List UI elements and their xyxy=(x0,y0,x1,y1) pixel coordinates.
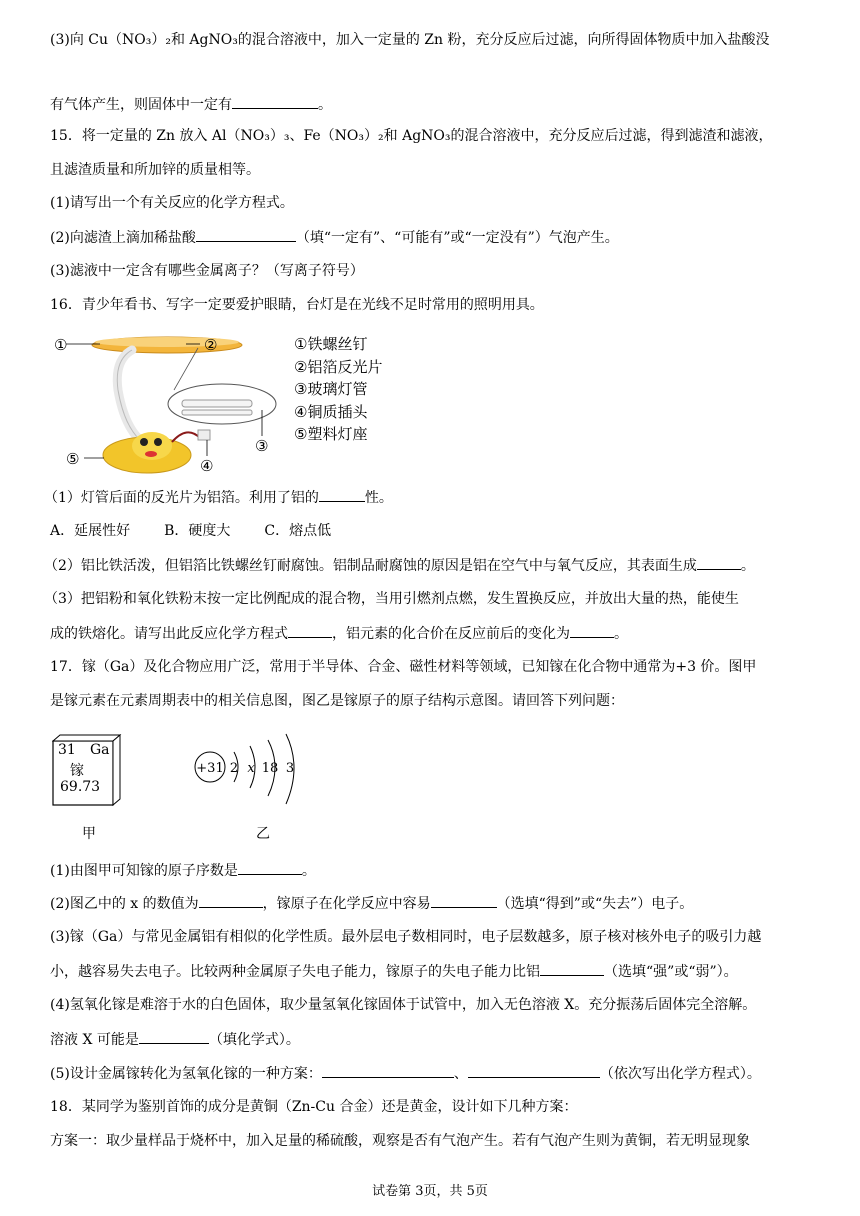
shell-electrons: 2 xyxy=(229,761,239,776)
q16-intro: 16．青少年看书、写字一定要爱护眼睛，台灯是在光线不足时常用的照明用具。 xyxy=(50,297,544,313)
option-b[interactable]: B．硬度大 xyxy=(164,523,231,539)
q17-sub5: (5)设计金属镓转化为氢氧化镓的一种方案： 、 （依次写出化学方程式）。 xyxy=(50,1063,820,1084)
page-footer: 试卷第 3页，共 5页 xyxy=(372,1184,488,1199)
element-name: 镓 xyxy=(70,763,84,779)
q17-intro2: 是镓元素在元素周期表中的相关信息图，图乙是镓原子的原子结构示意图。请回答下列问题： xyxy=(50,693,624,709)
q16-sub3-line1: （3）把铝粉和氧化铁粉末按一定比例配成的混合物，当用引燃剂点燃，发生置换反应，并放出大量的热，能使生 xyxy=(44,591,739,607)
q15-line2: 且滤渣质量和所加锌的质量相等。 xyxy=(50,162,260,178)
shell-electrons: 3 xyxy=(285,761,295,776)
marker-5: ⑤ xyxy=(66,450,80,468)
q17-sub1: (1)由图甲可知镓的原子序数是 。 xyxy=(50,860,820,881)
q17-sub3-line1: (3)镓（Ga）与常见金属铝有相似的化学性质。最外层电子数相同时，电子层数越多，原子核对核外电子的吸引力越 xyxy=(50,929,762,945)
q16-options xyxy=(50,521,820,541)
marker-3: ③ xyxy=(255,437,269,455)
answer-blank[interactable] xyxy=(139,1029,209,1044)
marker-4: ④ xyxy=(200,457,214,475)
marker-1: ① xyxy=(54,336,68,354)
q17-sub4-line1: (4)氢氧化镓是难溶于水的白色固体，取少量氢氧化镓固体于试管中，加入无色溶液 X。充分振荡后固体完全溶解。 xyxy=(50,997,757,1013)
caption-jia: 甲 xyxy=(82,826,96,842)
option-a[interactable]: A．延展性好 xyxy=(50,523,131,539)
q17-sub3-line2: 小，越容易失去电子。比较两种金属原子失电子能力，镓原子的失电子能力比铝 （选填“强”或“弱”）。 xyxy=(50,961,820,982)
legend-item: ③玻璃灯管 xyxy=(294,380,368,398)
q16-sub3-line2: 成的铁熔化。请写出此反应化学方程式 ，铝元素的化合价在反应前后的变化为 。 xyxy=(50,623,820,644)
answer-blank[interactable] xyxy=(468,1063,600,1078)
answer-blank[interactable] xyxy=(319,487,365,502)
shell-electrons: 18 xyxy=(261,761,279,776)
q17-intro1: 17．镓（Ga）及化合物应用广泛，常用于半导体、合金、磁性材料等领域，已知镓在化合物中通常为+3 价。图甲 xyxy=(50,659,757,675)
answer-blank[interactable] xyxy=(540,961,604,976)
q15-line1: 15．将一定量的 Zn 放入 Al（NO₃）₃、Fe（NO₃）₂和 AgNO₃的混合溶液中，充分反应后过滤，得到滤渣和滤液， xyxy=(50,128,773,144)
atom-structure-diagram xyxy=(192,730,302,810)
answer-blank[interactable] xyxy=(570,623,614,638)
atomic-number: 31 xyxy=(58,742,76,758)
q15-sub2: (2)向滤渣上滴加稀盐酸 （填“一定有”、“可能有”或“一定没有”）气泡产生。 xyxy=(50,227,820,248)
caption-yi: 乙 xyxy=(256,826,270,842)
q17-sub2: (2)图乙中的 x 的数值为 ，镓原子在化学反应中容易 （选填“得到”或“失去”）电子。 xyxy=(50,893,820,914)
element-symbol: Ga xyxy=(90,742,110,758)
atomic-mass: 69.73 xyxy=(60,779,101,795)
q17-sub4-line2: 溶液 X 可能是 （填化学式）。 xyxy=(50,1029,820,1050)
q15-sub1: (1)请写出一个有关反应的化学方程式。 xyxy=(50,195,294,211)
answer-blank[interactable] xyxy=(199,893,263,908)
desk-lamp-figure xyxy=(52,330,282,478)
answer-blank[interactable] xyxy=(288,623,332,638)
answer-blank[interactable] xyxy=(232,94,318,109)
option-c[interactable]: C．熔点低 xyxy=(264,523,332,539)
answer-blank[interactable] xyxy=(196,227,296,242)
lamp-parts-legend xyxy=(294,333,382,446)
legend-item: ②铝箔反光片 xyxy=(294,357,383,376)
q16-sub2: （2）铝比铁活泼，但铝箔比铁螺丝钉耐腐蚀。铝制品耐腐蚀的原因是铝在空气中与氧气反应，其表面生成 。 xyxy=(44,555,820,576)
q16-sub1: （1）灯管后面的反光片为铝箔。利用了铝的 性。 xyxy=(44,487,820,508)
q14-3-text: 有气体产生，则固体中一定有 xyxy=(50,97,232,113)
q18-plan1: 方案一：取少量样品于烧杯中，加入足量的稀硫酸，观察是否有气泡产生。若有气泡产生则为黄铜，若无明显现象 xyxy=(50,1133,750,1149)
answer-blank[interactable] xyxy=(238,860,302,875)
q15-sub3: (3)滤液中一定含有哪些金属离子？（写离子符号） xyxy=(50,263,364,279)
q18-intro: 18．某同学为鉴别首饰的成分是黄铜（Zn-Cu 合金）还是黄金，设计如下几种方案： xyxy=(50,1099,578,1115)
legend-item: ①铁螺丝钉 xyxy=(294,335,368,353)
marker-2: ② xyxy=(204,336,218,354)
q14-3-line2: 有气体产生，则固体中一定有 。 xyxy=(50,94,820,115)
answer-blank[interactable] xyxy=(322,1063,454,1078)
legend-item: ④铜质插头 xyxy=(294,402,368,421)
shell-electrons: x xyxy=(247,761,255,776)
q14-3-line1: (3)向 Cu（NO₃）₂和 AgNO₃的混合溶液中，加入一定量的 Zn 粉，充分反应后过滤，向所得固体物质中加入盐酸没 xyxy=(50,32,770,48)
answer-blank[interactable] xyxy=(697,555,741,570)
legend-item: ⑤塑料灯座 xyxy=(294,425,368,443)
nucleus-charge: +31 xyxy=(196,761,224,776)
answer-blank[interactable] xyxy=(431,893,497,908)
